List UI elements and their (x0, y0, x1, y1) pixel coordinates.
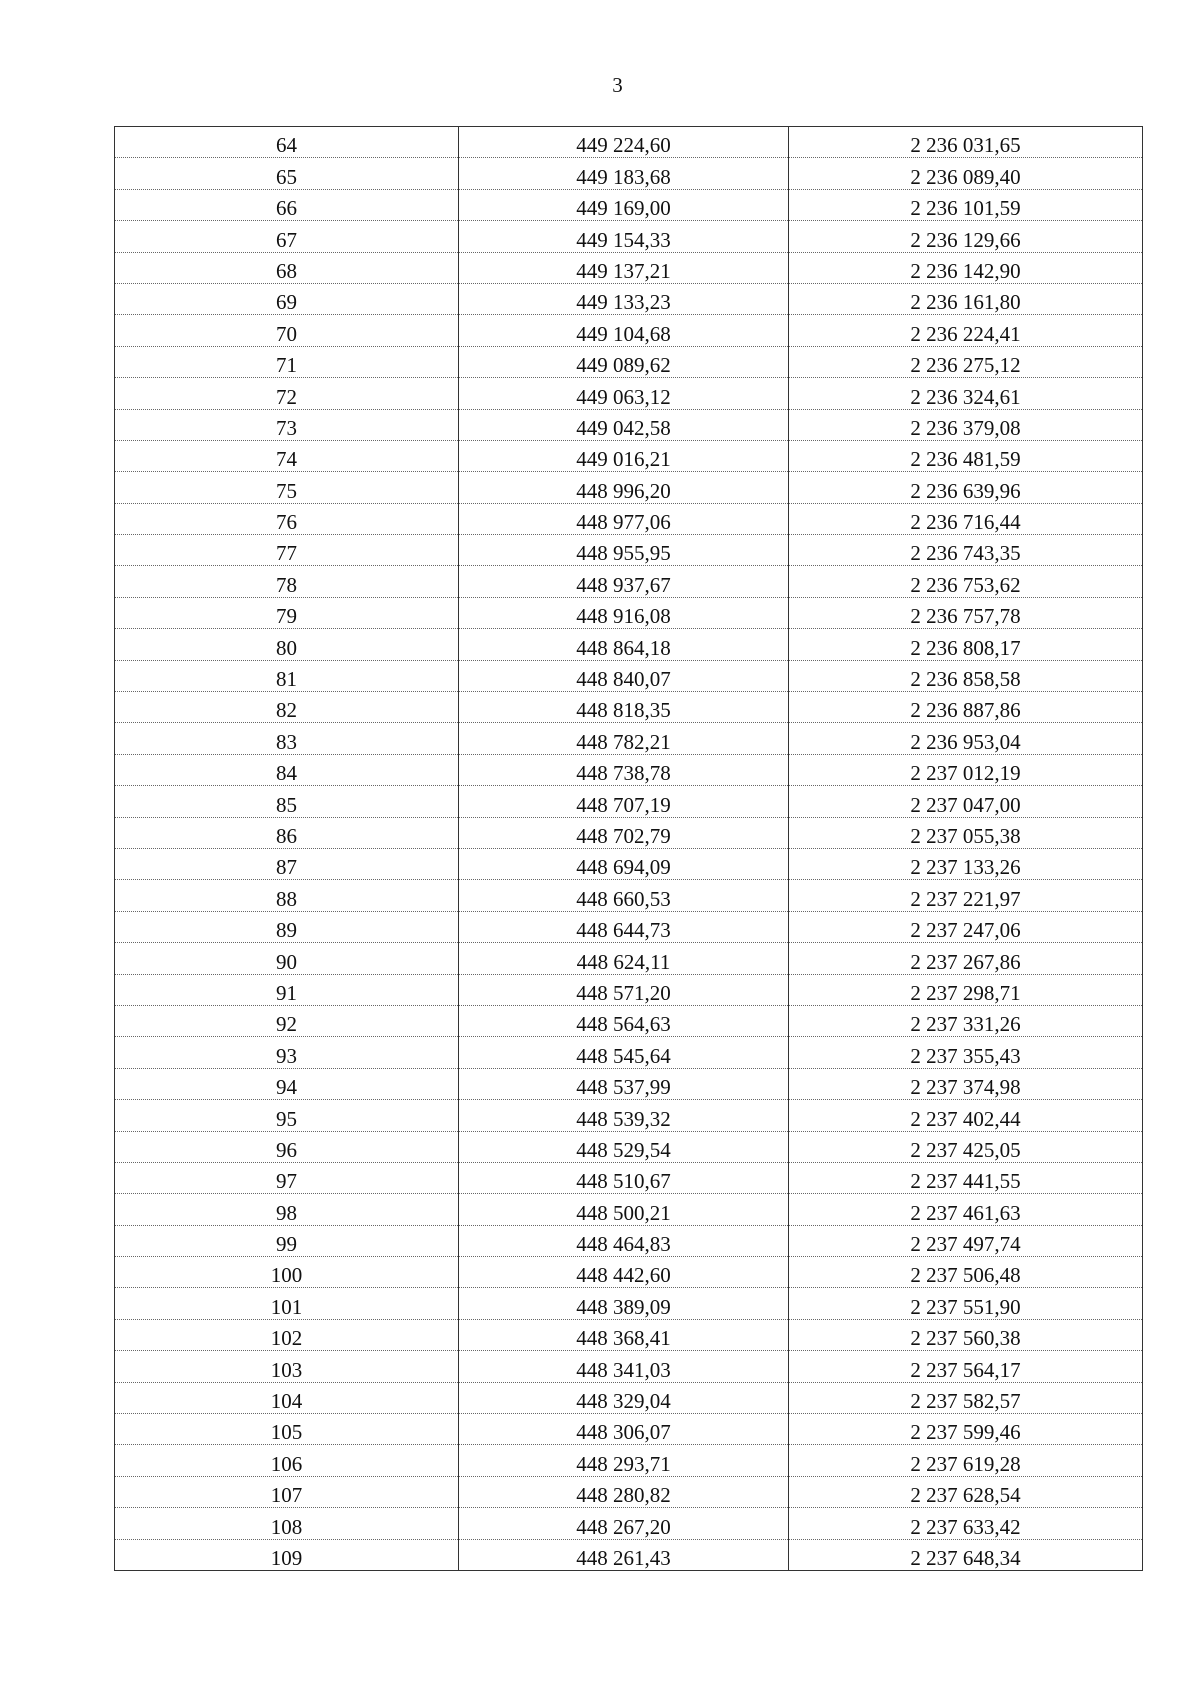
point-number-cell: 96 (115, 1131, 459, 1162)
x-coordinate-cell: 449 154,33 (459, 221, 789, 252)
x-coordinate-cell: 448 537,99 (459, 1068, 789, 1099)
table-row (115, 346, 1143, 377)
y-coordinate-cell: 2 236 639,96 (789, 472, 1143, 503)
point-number-cell: 100 (115, 1257, 459, 1288)
page-number: 3 (612, 73, 623, 97)
y-coordinate-cell: 2 236 031,65 (789, 127, 1143, 158)
table-row (115, 1288, 1143, 1319)
coordinates-table (114, 126, 1143, 1571)
table-row (115, 472, 1143, 503)
table-row (115, 1162, 1143, 1193)
x-coordinate-cell: 448 996,20 (459, 472, 789, 503)
point-number-cell: 82 (115, 692, 459, 723)
point-number-cell: 73 (115, 409, 459, 440)
point-number-cell: 88 (115, 880, 459, 911)
point-number-cell: 104 (115, 1382, 459, 1413)
x-coordinate-cell: 449 042,58 (459, 409, 789, 440)
y-coordinate-cell: 2 237 551,90 (789, 1288, 1143, 1319)
table-row (115, 974, 1143, 1005)
x-coordinate-cell: 448 341,03 (459, 1351, 789, 1382)
x-coordinate-cell: 448 261,43 (459, 1539, 789, 1570)
y-coordinate-cell: 2 237 298,71 (789, 974, 1143, 1005)
y-coordinate-cell: 2 236 481,59 (789, 440, 1143, 471)
x-coordinate-cell: 448 864,18 (459, 629, 789, 660)
point-number-cell: 71 (115, 346, 459, 377)
x-coordinate-cell: 448 937,67 (459, 566, 789, 597)
y-coordinate-cell: 2 236 142,90 (789, 252, 1143, 283)
x-coordinate-cell: 448 293,71 (459, 1445, 789, 1476)
point-number-cell: 75 (115, 472, 459, 503)
y-coordinate-cell: 2 236 716,44 (789, 503, 1143, 534)
table-row (115, 1131, 1143, 1162)
y-coordinate-cell: 2 237 221,97 (789, 880, 1143, 911)
table-row (115, 629, 1143, 660)
y-coordinate-cell: 2 237 355,43 (789, 1037, 1143, 1068)
table-row (115, 1194, 1143, 1225)
x-coordinate-cell: 449 224,60 (459, 127, 789, 158)
table-row (115, 1100, 1143, 1131)
y-coordinate-cell: 2 237 267,86 (789, 943, 1143, 974)
x-coordinate-cell: 448 267,20 (459, 1508, 789, 1539)
x-coordinate-cell: 448 818,35 (459, 692, 789, 723)
y-coordinate-cell: 2 237 564,17 (789, 1351, 1143, 1382)
y-coordinate-cell: 2 237 331,26 (789, 1005, 1143, 1036)
x-coordinate-cell: 448 955,95 (459, 535, 789, 566)
point-number-cell: 101 (115, 1288, 459, 1319)
point-number-cell: 94 (115, 1068, 459, 1099)
table-row (115, 1414, 1143, 1445)
x-coordinate-cell: 449 063,12 (459, 378, 789, 409)
table-row (115, 221, 1143, 252)
x-coordinate-cell: 448 738,78 (459, 754, 789, 785)
table-row (115, 597, 1143, 628)
table-row (115, 1225, 1143, 1256)
table-row (115, 1476, 1143, 1507)
x-coordinate-cell: 448 539,32 (459, 1100, 789, 1131)
x-coordinate-cell: 448 545,64 (459, 1037, 789, 1068)
table-row (115, 786, 1143, 817)
y-coordinate-cell: 2 237 619,28 (789, 1445, 1143, 1476)
point-number-cell: 77 (115, 535, 459, 566)
x-coordinate-cell: 448 782,21 (459, 723, 789, 754)
x-coordinate-cell: 448 329,04 (459, 1382, 789, 1413)
x-coordinate-cell: 448 280,82 (459, 1476, 789, 1507)
table-row (115, 1068, 1143, 1099)
point-number-cell: 97 (115, 1162, 459, 1193)
y-coordinate-cell: 2 236 953,04 (789, 723, 1143, 754)
table-row (115, 1257, 1143, 1288)
x-coordinate-cell: 448 306,07 (459, 1414, 789, 1445)
y-coordinate-cell: 2 236 887,86 (789, 692, 1143, 723)
x-coordinate-cell: 448 529,54 (459, 1131, 789, 1162)
y-coordinate-cell: 2 237 633,42 (789, 1508, 1143, 1539)
point-number-cell: 92 (115, 1005, 459, 1036)
y-coordinate-cell: 2 237 441,55 (789, 1162, 1143, 1193)
table-row (115, 754, 1143, 785)
x-coordinate-cell: 448 644,73 (459, 911, 789, 942)
table-row (115, 1445, 1143, 1476)
x-coordinate-cell: 448 977,06 (459, 503, 789, 534)
y-coordinate-cell: 2 237 425,05 (789, 1131, 1143, 1162)
table-row (115, 378, 1143, 409)
y-coordinate-cell: 2 237 599,46 (789, 1414, 1143, 1445)
y-coordinate-cell: 2 237 506,48 (789, 1257, 1143, 1288)
y-coordinate-cell: 2 237 012,19 (789, 754, 1143, 785)
point-number-cell: 74 (115, 440, 459, 471)
point-number-cell: 90 (115, 943, 459, 974)
table-row (115, 1539, 1143, 1570)
y-coordinate-cell: 2 236 161,80 (789, 283, 1143, 314)
table-row (115, 943, 1143, 974)
y-coordinate-cell: 2 236 808,17 (789, 629, 1143, 660)
y-coordinate-cell: 2 236 129,66 (789, 221, 1143, 252)
point-number-cell: 109 (115, 1539, 459, 1570)
y-coordinate-cell: 2 236 743,35 (789, 535, 1143, 566)
x-coordinate-cell: 448 389,09 (459, 1288, 789, 1319)
table-row (115, 315, 1143, 346)
x-coordinate-cell: 449 089,62 (459, 346, 789, 377)
point-number-cell: 98 (115, 1194, 459, 1225)
point-number-cell: 102 (115, 1319, 459, 1350)
x-coordinate-cell: 448 916,08 (459, 597, 789, 628)
point-number-cell: 66 (115, 189, 459, 220)
x-coordinate-cell: 449 016,21 (459, 440, 789, 471)
y-coordinate-cell: 2 237 402,44 (789, 1100, 1143, 1131)
point-number-cell: 76 (115, 503, 459, 534)
x-coordinate-cell: 448 660,53 (459, 880, 789, 911)
point-number-cell: 84 (115, 754, 459, 785)
coordinates-table-body (115, 127, 1143, 1571)
x-coordinate-cell: 448 510,67 (459, 1162, 789, 1193)
table-row (115, 503, 1143, 534)
table-row (115, 660, 1143, 691)
table-row (115, 440, 1143, 471)
y-coordinate-cell: 2 236 757,78 (789, 597, 1143, 628)
point-number-cell: 78 (115, 566, 459, 597)
y-coordinate-cell: 2 236 089,40 (789, 158, 1143, 189)
y-coordinate-cell: 2 237 247,06 (789, 911, 1143, 942)
y-coordinate-cell: 2 236 753,62 (789, 566, 1143, 597)
point-number-cell: 95 (115, 1100, 459, 1131)
point-number-cell: 87 (115, 848, 459, 879)
point-number-cell: 91 (115, 974, 459, 1005)
x-coordinate-cell: 448 368,41 (459, 1319, 789, 1350)
y-coordinate-cell: 2 236 379,08 (789, 409, 1143, 440)
y-coordinate-cell: 2 237 648,34 (789, 1539, 1143, 1570)
point-number-cell: 64 (115, 127, 459, 158)
point-number-cell: 80 (115, 629, 459, 660)
point-number-cell: 89 (115, 911, 459, 942)
table-row (115, 127, 1143, 158)
y-coordinate-cell: 2 237 582,57 (789, 1382, 1143, 1413)
point-number-cell: 105 (115, 1414, 459, 1445)
x-coordinate-cell: 448 464,83 (459, 1225, 789, 1256)
point-number-cell: 69 (115, 283, 459, 314)
x-coordinate-cell: 448 500,21 (459, 1194, 789, 1225)
point-number-cell: 103 (115, 1351, 459, 1382)
x-coordinate-cell: 449 169,00 (459, 189, 789, 220)
table-row (115, 1351, 1143, 1382)
table-row (115, 409, 1143, 440)
table-row (115, 283, 1143, 314)
point-number-cell: 86 (115, 817, 459, 848)
point-number-cell: 107 (115, 1476, 459, 1507)
y-coordinate-cell: 2 236 275,12 (789, 346, 1143, 377)
point-number-cell: 108 (115, 1508, 459, 1539)
y-coordinate-cell: 2 236 324,61 (789, 378, 1143, 409)
y-coordinate-cell: 2 237 133,26 (789, 848, 1143, 879)
x-coordinate-cell: 449 137,21 (459, 252, 789, 283)
x-coordinate-cell: 449 183,68 (459, 158, 789, 189)
table-row (115, 566, 1143, 597)
y-coordinate-cell: 2 237 047,00 (789, 786, 1143, 817)
x-coordinate-cell: 448 571,20 (459, 974, 789, 1005)
y-coordinate-cell: 2 237 461,63 (789, 1194, 1143, 1225)
y-coordinate-cell: 2 237 497,74 (789, 1225, 1143, 1256)
x-coordinate-cell: 448 840,07 (459, 660, 789, 691)
y-coordinate-cell: 2 236 224,41 (789, 315, 1143, 346)
table-row (115, 723, 1143, 754)
point-number-cell: 72 (115, 378, 459, 409)
x-coordinate-cell: 448 694,09 (459, 848, 789, 879)
table-row (115, 1037, 1143, 1068)
x-coordinate-cell: 448 624,11 (459, 943, 789, 974)
table-row (115, 692, 1143, 723)
table-row (115, 880, 1143, 911)
table-row (115, 252, 1143, 283)
point-number-cell: 65 (115, 158, 459, 189)
table-row (115, 911, 1143, 942)
point-number-cell: 81 (115, 660, 459, 691)
y-coordinate-cell: 2 237 055,38 (789, 817, 1143, 848)
table-row (115, 535, 1143, 566)
y-coordinate-cell: 2 236 858,58 (789, 660, 1143, 691)
point-number-cell: 67 (115, 221, 459, 252)
y-coordinate-cell: 2 237 374,98 (789, 1068, 1143, 1099)
table-row (115, 158, 1143, 189)
point-number-cell: 85 (115, 786, 459, 817)
table-row (115, 1382, 1143, 1413)
x-coordinate-cell: 448 564,63 (459, 1005, 789, 1036)
table-row (115, 848, 1143, 879)
x-coordinate-cell: 449 104,68 (459, 315, 789, 346)
x-coordinate-cell: 448 707,19 (459, 786, 789, 817)
x-coordinate-cell: 448 442,60 (459, 1257, 789, 1288)
point-number-cell: 68 (115, 252, 459, 283)
table-row (115, 1319, 1143, 1350)
x-coordinate-cell: 448 702,79 (459, 817, 789, 848)
table-row (115, 189, 1143, 220)
table-row (115, 1508, 1143, 1539)
y-coordinate-cell: 2 237 628,54 (789, 1476, 1143, 1507)
table-row (115, 817, 1143, 848)
point-number-cell: 79 (115, 597, 459, 628)
point-number-cell: 93 (115, 1037, 459, 1068)
point-number-cell: 83 (115, 723, 459, 754)
point-number-cell: 106 (115, 1445, 459, 1476)
point-number-cell: 70 (115, 315, 459, 346)
table-row (115, 1005, 1143, 1036)
point-number-cell: 99 (115, 1225, 459, 1256)
y-coordinate-cell: 2 237 560,38 (789, 1319, 1143, 1350)
x-coordinate-cell: 449 133,23 (459, 283, 789, 314)
y-coordinate-cell: 2 236 101,59 (789, 189, 1143, 220)
